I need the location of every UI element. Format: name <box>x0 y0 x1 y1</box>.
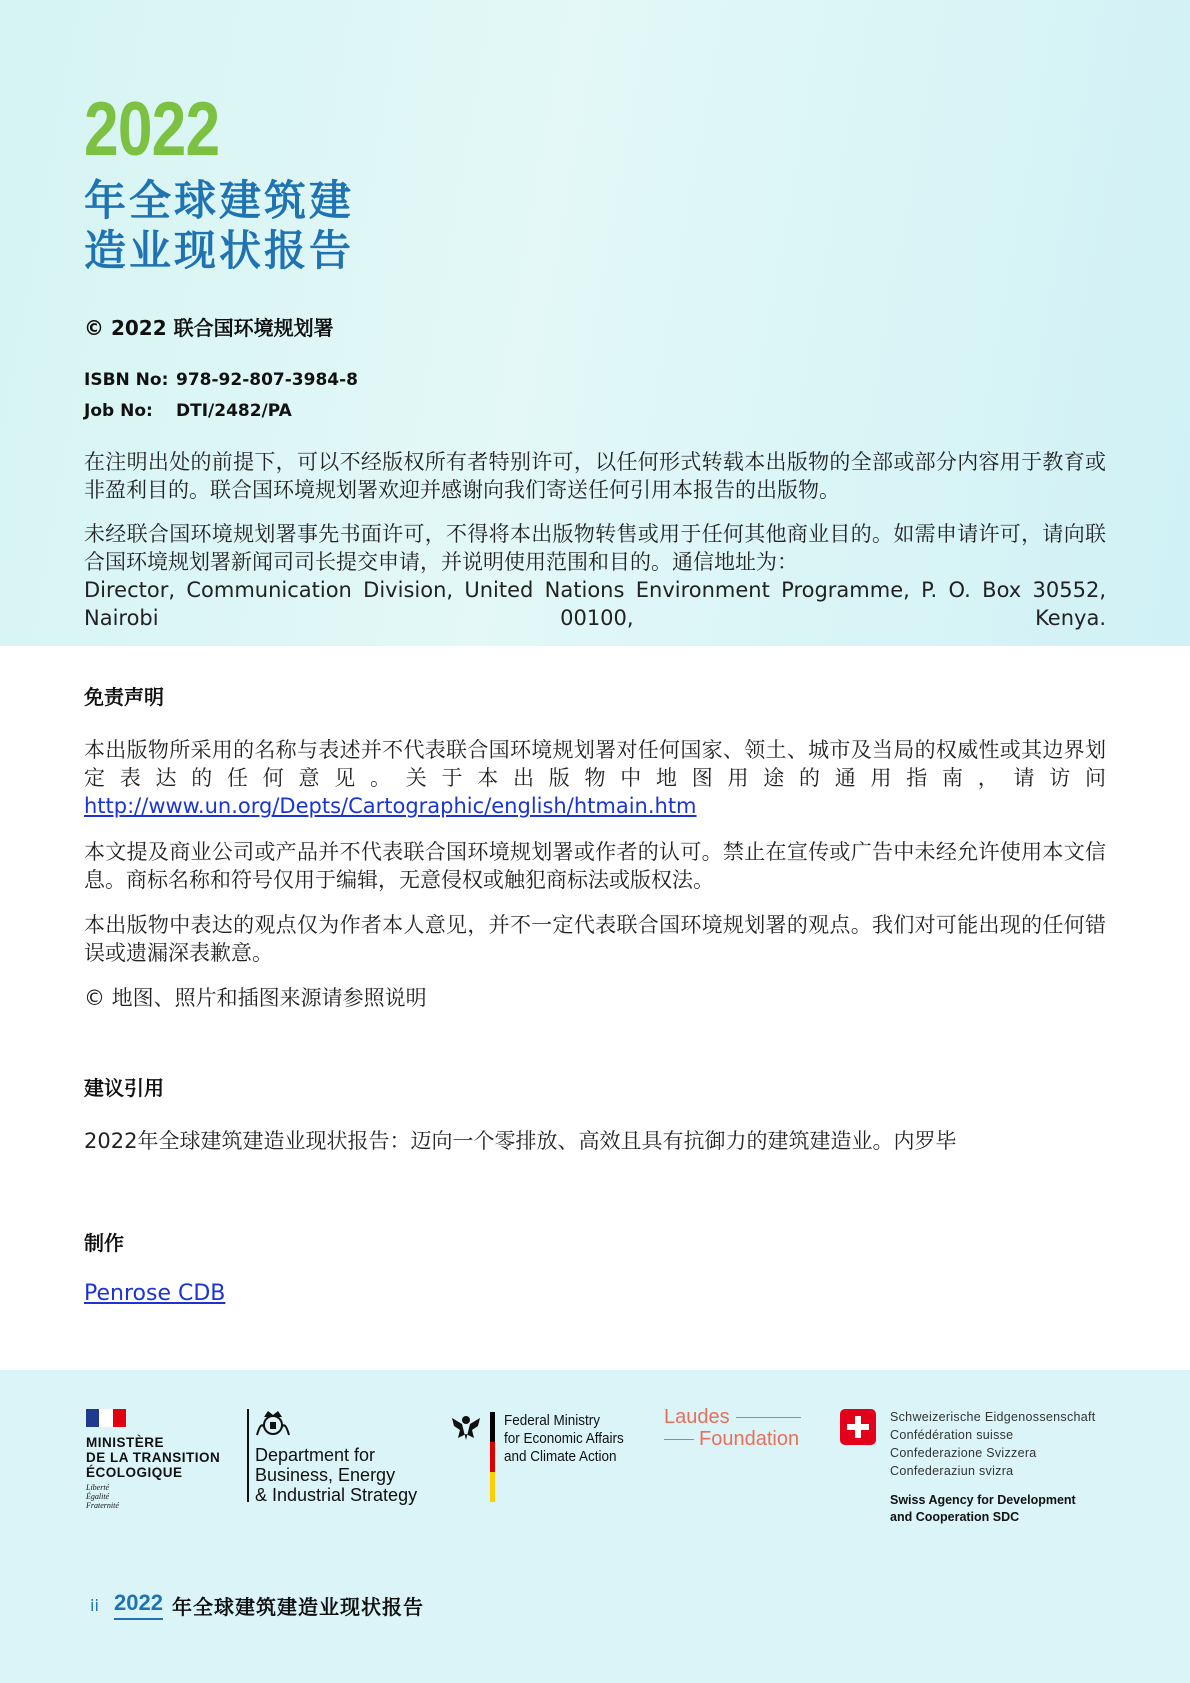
reproduction-paragraph: 在注明出处的前提下，可以不经版权所有者特别许可，以任何形式转载本出版物的全部或部分内容用于教育或非盈利目的。联合国环境规划署欢迎并感谢向我们寄送任何引用本报告的出版物。 <box>84 450 1106 502</box>
beis-line-3: & Industrial Strategy <box>255 1485 418 1505</box>
bmwk-line-1: Federal Ministry <box>504 1412 601 1429</box>
production-row <box>84 1280 1106 1308</box>
swiss-sdc-logo <box>890 1408 1110 1526</box>
german-flag-bar <box>490 1412 495 1502</box>
swiss-line-3: Confederazione Svizzera <box>890 1446 1037 1460</box>
image-credits-note: © 地图、照片和插图来源请参照说明 <box>84 986 427 1010</box>
laudes-logo <box>664 1406 814 1450</box>
swiss-line-4: Confederaziun svizra <box>890 1464 1014 1478</box>
citation-heading: 建议引用 <box>84 1076 164 1100</box>
isbn-label: ISBN No: <box>84 370 169 390</box>
production-heading: 制作 <box>84 1231 124 1255</box>
report-title-line-1: 年全球建筑建 <box>84 176 355 225</box>
penrose-link[interactable]: Penrose CDB <box>84 1281 226 1306</box>
sdc-line-1: Swiss Agency for Development <box>890 1493 1076 1507</box>
footer-title: 年全球建筑建造业现状报告 <box>172 1595 424 1619</box>
beis-divider <box>247 1409 249 1502</box>
sdc-line-2: and Cooperation SDC <box>890 1510 1020 1524</box>
motto-fraternite: Fraternité <box>86 1501 119 1510</box>
beis-line-1: Department for <box>255 1445 376 1465</box>
resale-address: Director, Communication Division, United Nations Environment Programme, P. O. Box 30552, Nairobi 00100, Kenya. <box>84 578 1106 630</box>
laudes-line-2: Foundation <box>699 1428 800 1450</box>
footer-year: 2022 <box>114 1590 163 1620</box>
resale-paragraph <box>84 520 1106 632</box>
laudes-line-1: Laudes <box>664 1406 730 1428</box>
ministere-logo <box>86 1409 246 1510</box>
disclaimer-paragraph-2: 本文提及商业公司或产品并不代表联合国环境规划署或作者的认可。禁止在宣传或广告中未经允许使用本文信息。商标名称和符号仅用于编辑，无意侵权或触犯商标法或版权法。 <box>84 840 1106 892</box>
bmwk-line-3: and Climate Action <box>504 1448 617 1465</box>
disclaimer-heading: 免责声明 <box>84 685 164 709</box>
page-number: ii <box>90 1596 99 1615</box>
disclaimer-paragraph-3: 本出版物中表达的观点仅为作者本人意见，并不一定代表联合国环境规划署的观点。我们对可能出现的任何错误或遗漏深表歉意。 <box>84 913 1106 965</box>
job-label: Job No: <box>84 401 153 421</box>
disclaimer-text-1: 本出版物所采用的名称与表述并不代表联合国环境规划署对任何国家、领土、城市及当局的权威性或其边界划定表达的任何意见。关于本出版物中地图用途的通用指南，请访问 <box>84 738 1106 790</box>
isbn-row <box>84 370 358 390</box>
federal-eagle-icon <box>448 1412 484 1444</box>
motto-liberte: Liberté <box>86 1483 110 1492</box>
cartographic-link[interactable]: http://www.un.org/Depts/Cartographic/english/htmain.htm <box>84 794 697 818</box>
report-title-line-2: 造业现状报告 <box>84 226 355 275</box>
beis-line-2: Business, Energy <box>255 1465 396 1485</box>
laudes-rule-2 <box>664 1439 694 1440</box>
job-value: DTI/2482/PA <box>176 401 292 421</box>
copyright-notice: © 2022 联合国环境规划署 <box>84 316 334 340</box>
citation-text: 2022年全球建筑建造业现状报告：迈向一个零排放、高效且具有抗御力的建筑建造业。内罗毕 <box>84 1129 957 1153</box>
job-row <box>84 401 292 421</box>
royal-crest-icon <box>255 1409 291 1439</box>
ministere-line-1: MINISTÈRE <box>86 1435 165 1450</box>
swiss-line-2: Confédération suisse <box>890 1428 1014 1442</box>
resale-text: 未经联合国环境规划署事先书面许可，不得将本出版物转售或用于任何其他商业目的。如需申请许可，请向联合国环境规划署新闻司司长提交申请，并说明使用范围和目的。通信地址为： <box>84 522 1106 574</box>
beis-logo <box>255 1409 430 1505</box>
isbn-value: 978-92-807-3984-8 <box>176 370 358 390</box>
ministere-line-3: ÉCOLOGIQUE <box>86 1465 183 1480</box>
swiss-line-1: Schweizerische Eidgenossenschaft <box>890 1410 1096 1424</box>
marianne-flag-icon <box>86 1409 126 1427</box>
motto-egalite: Égalité <box>86 1492 110 1501</box>
laudes-rule-1 <box>736 1417 801 1418</box>
report-year: 2022 <box>84 87 220 172</box>
swiss-cross-icon <box>840 1409 876 1445</box>
bmwk-line-2: for Economic Affairs <box>504 1430 624 1447</box>
ministere-line-2: DE LA TRANSITION <box>86 1450 221 1465</box>
disclaimer-paragraph-1 <box>84 736 1106 820</box>
